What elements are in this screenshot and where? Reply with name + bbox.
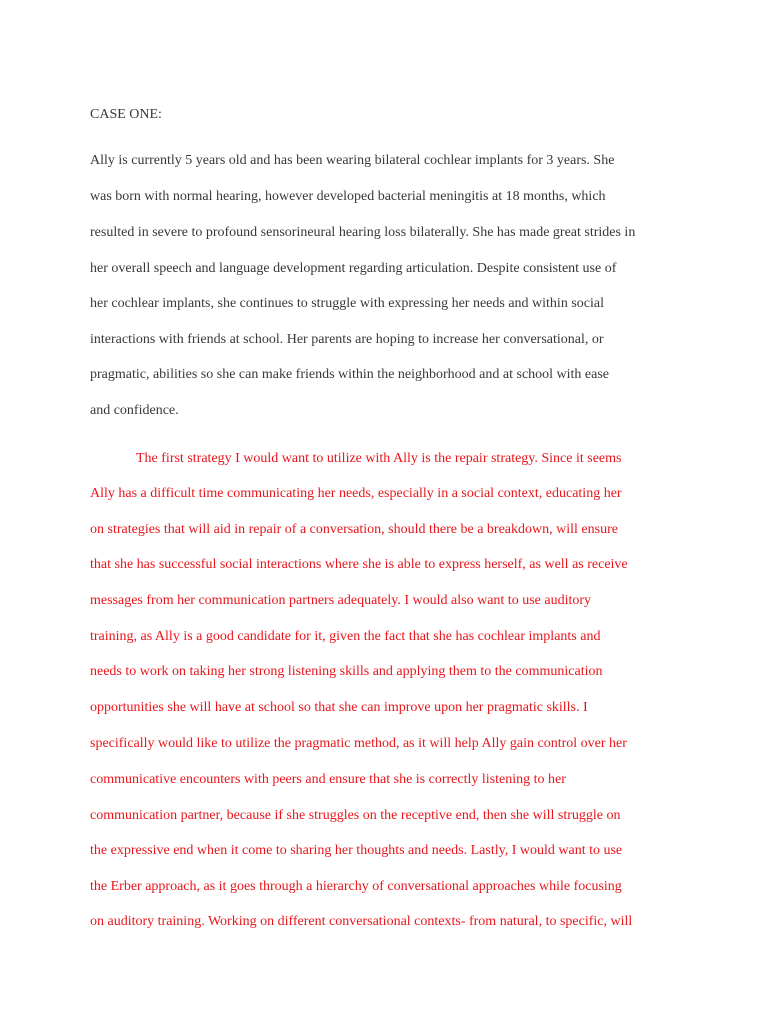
paragraph-line: Ally is currently 5 years old and has been wearing bilateral cochlear implants for 3 years. She <box>90 153 615 168</box>
paragraph-line: messages from her communication partners adequately. I would also want to use auditory <box>90 593 592 608</box>
paragraph-line: was born with normal hearing, however developed bacterial meningitis at 18 months, which <box>90 189 606 204</box>
paragraph-line: on strategies that will aid in repair of a conversation, should there be a breakdown, will ensure <box>90 522 618 537</box>
paragraph-line: opportunities she will have at school so that she can improve upon her pragmatic skills. I <box>90 700 588 715</box>
paragraph-line: communicative encounters with peers and ensure that she is correctly listening to her <box>90 772 566 787</box>
paragraph-line: and confidence. <box>90 403 179 418</box>
paragraph-line: the expressive end when it come to sharing her thoughts and needs. Lastly, I would want to use <box>90 843 623 858</box>
paragraph-line: interactions with friends at school. Her parents are hoping to increase her conversational, or <box>90 332 604 347</box>
paragraph-line: training, as Ally is a good candidate for it, given the fact that she has cochlear implants and <box>90 629 601 644</box>
paragraph-line: The first strategy I would want to utilize with Ally is the repair strategy. Since it seems <box>136 451 622 466</box>
case-heading: CASE ONE: <box>90 107 162 122</box>
paragraph-line: the Erber approach, as it goes through a hierarchy of conversational approaches while focusing <box>90 879 622 894</box>
paragraph-line: Ally has a difficult time communicating her needs, especially in a social context, educating her <box>90 486 622 501</box>
paragraph-line: resulted in severe to profound sensorineural hearing loss bilaterally. She has made great strides in <box>90 225 636 240</box>
paragraph-line: communication partner, because if she struggles on the receptive end, then she will struggle on <box>90 808 621 823</box>
paragraph-line: on auditory training. Working on different conversational contexts- from natural, to specific, will <box>90 914 633 929</box>
paragraph-line: her cochlear implants, she continues to struggle with expressing her needs and within social <box>90 296 604 311</box>
paragraph-line: pragmatic, abilities so she can make friends within the neighborhood and at school with ease <box>90 367 610 382</box>
paragraph-line: specifically would like to utilize the pragmatic method, as it will help Ally gain control over her <box>90 736 627 751</box>
paragraph-line: her overall speech and language development regarding articulation. Despite consistent use of <box>90 261 617 276</box>
paragraph-line: needs to work on taking her strong listening skills and applying them to the communication <box>90 664 603 679</box>
paragraph-line: that she has successful social interactions where she is able to express herself, as well as receive <box>90 557 628 572</box>
